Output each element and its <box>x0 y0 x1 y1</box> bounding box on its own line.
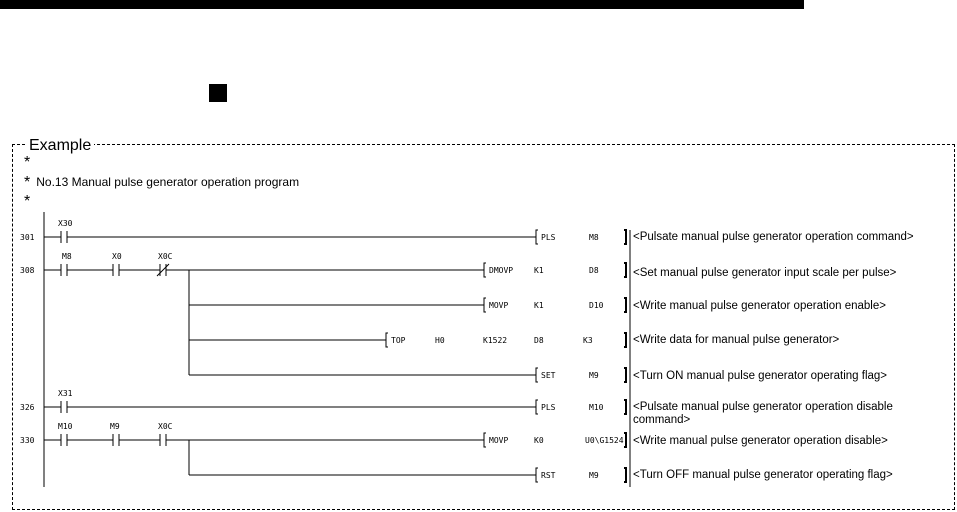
step-number: 326 <box>20 403 35 412</box>
rung-301 <box>44 219 626 244</box>
instruction: SET <box>541 371 556 380</box>
contact-label: X0C <box>158 252 173 261</box>
step-number: 330 <box>20 436 35 445</box>
rung-rst <box>189 468 626 482</box>
rung-308 <box>44 252 626 277</box>
example-title: Example <box>26 137 94 155</box>
operand: D8 <box>534 336 544 345</box>
operand: D10 <box>589 301 604 310</box>
operand: M10 <box>589 403 604 412</box>
contact-label: X0C <box>158 422 173 431</box>
instruction: MOVP <box>489 436 509 445</box>
contact-label: M9 <box>110 422 120 431</box>
operand: K0 <box>534 436 544 445</box>
instruction: PLS <box>541 233 556 242</box>
instruction: RST <box>541 471 556 480</box>
contact-label: M8 <box>62 252 72 261</box>
step-number: 308 <box>20 266 35 275</box>
operand: M8 <box>589 233 599 242</box>
rung-comment: <Write data for manual pulse generator> <box>633 334 840 346</box>
instruction: DMOVP <box>489 266 514 275</box>
rung-set <box>189 368 626 382</box>
rung-comment: <Set manual pulse generator input scale per pulse> <box>633 267 897 279</box>
rung-330 <box>44 422 626 447</box>
rung-top <box>189 333 626 347</box>
contact-label: X0 <box>112 252 122 261</box>
comment-marker: * <box>24 192 31 210</box>
instruction: TOP <box>391 336 406 345</box>
operand: K3 <box>583 336 593 345</box>
operand: K1522 <box>483 336 508 345</box>
operand: H0 <box>435 336 445 345</box>
operand: M9 <box>589 371 599 380</box>
instruction: PLS <box>541 403 556 412</box>
rung-comment: <Pulsate manual pulse generator operation disable command> <box>633 401 893 426</box>
instruction: MOVP <box>489 301 509 310</box>
contact-label: X30 <box>58 219 73 228</box>
operand: D8 <box>589 266 599 275</box>
comment-marker: * <box>24 173 31 191</box>
rung-comment: <Write manual pulse generator operation enable> <box>633 300 886 312</box>
rung-326 <box>44 389 626 414</box>
rung-comment: <Turn OFF manual pulse generator operating flag> <box>633 469 893 481</box>
rung-comment: <Turn ON manual pulse generator operating flag> <box>633 370 888 382</box>
comment-marker: * <box>24 153 31 171</box>
operand: M9 <box>589 471 599 480</box>
rung-comment: <Write manual pulse generator operation disable> <box>633 435 888 447</box>
operand: K1 <box>534 301 544 310</box>
step-number: 301 <box>20 233 35 242</box>
operand: K1 <box>534 266 544 275</box>
contact-label: X31 <box>58 389 73 398</box>
rung-movp-d10 <box>189 298 626 312</box>
comment-line: * No.13 Manual pulse generator operation program <box>24 173 300 191</box>
contact-label: M10 <box>58 422 73 431</box>
operand-device: U0\G1524 <box>585 436 624 445</box>
rung-comment: <Pulsate manual pulse generator operation command> <box>633 231 914 243</box>
